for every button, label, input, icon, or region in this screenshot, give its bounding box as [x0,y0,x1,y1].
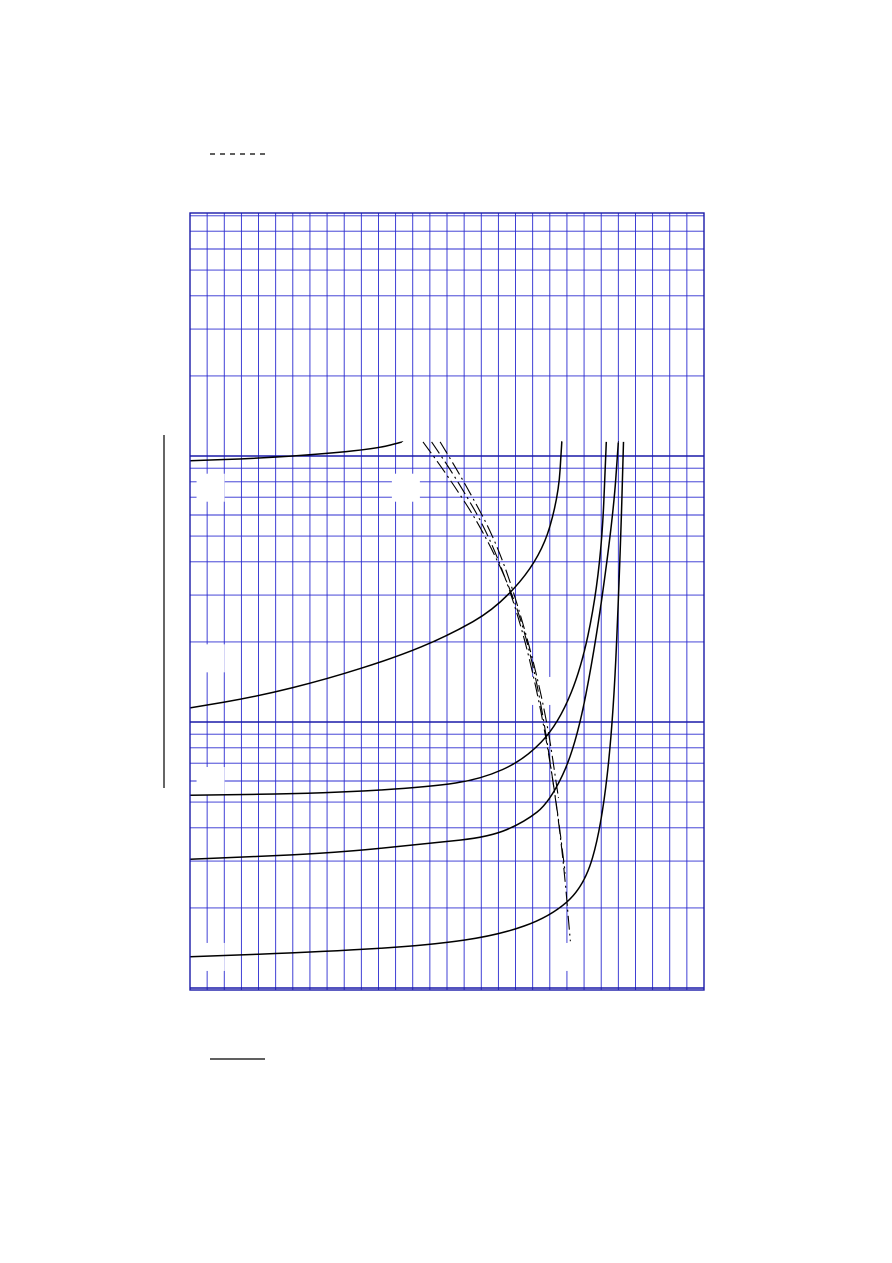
page-marks [164,154,265,1059]
label-patch [197,644,225,672]
grid [190,213,704,990]
label-patch [197,767,225,795]
series-line-4 [190,442,618,859]
series-line-5 [190,442,624,957]
label-patch [553,943,581,971]
label-patch [526,677,554,705]
series-line-1 [190,442,403,461]
series-lines [190,442,624,957]
label-patch [392,474,420,502]
series-line-8 [440,442,558,798]
label-patch [197,474,225,502]
